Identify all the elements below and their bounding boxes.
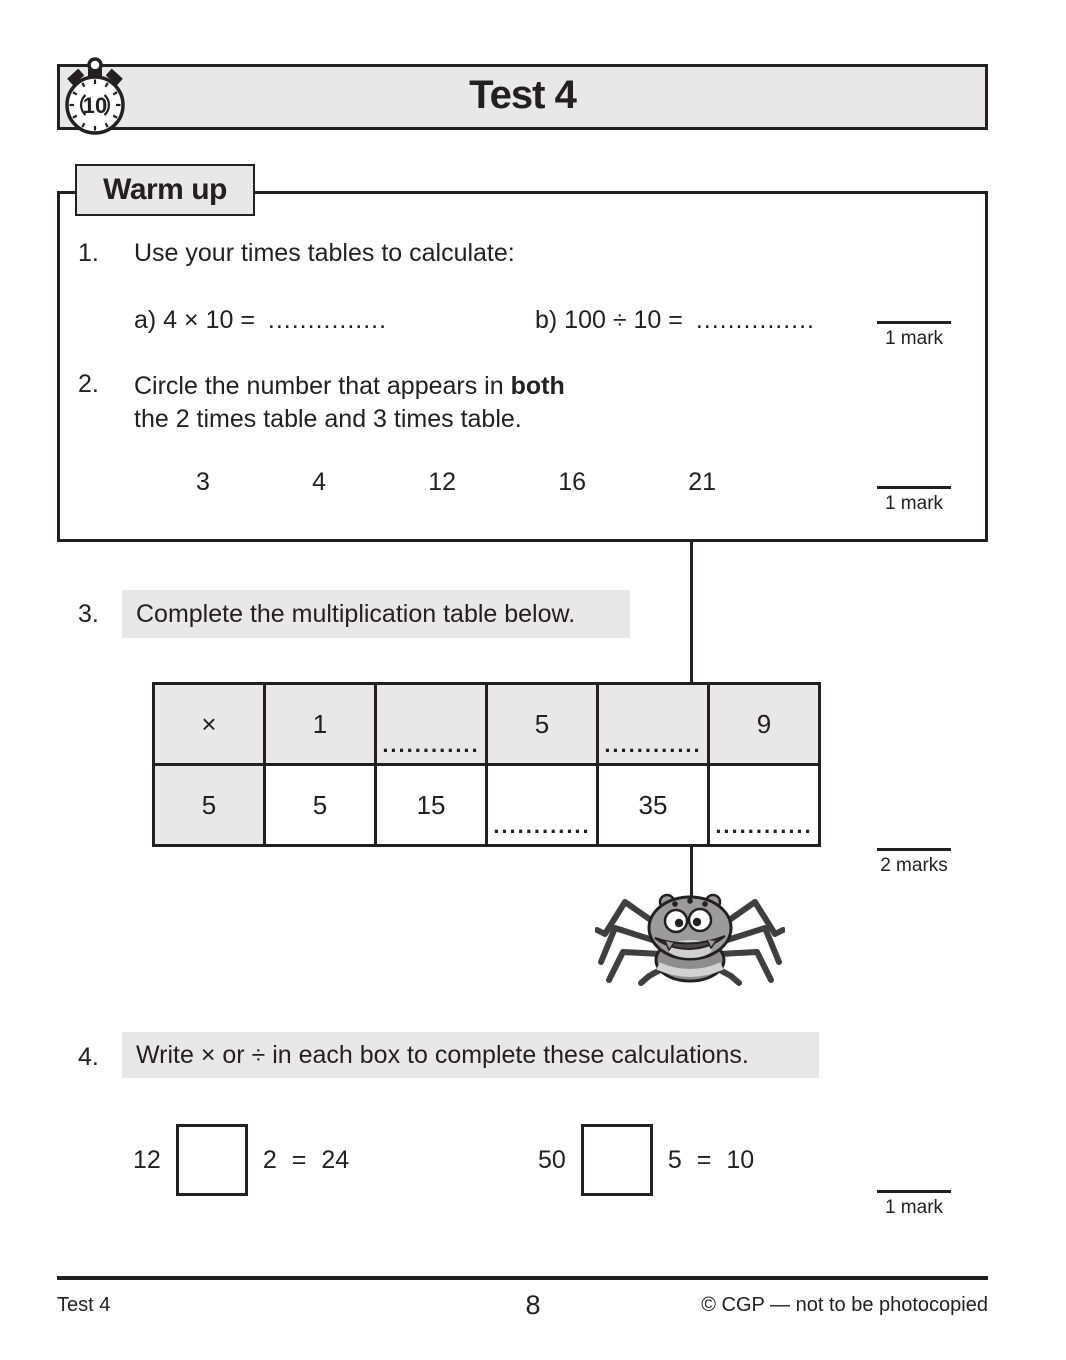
table-cell-value: 15 — [376, 765, 487, 846]
table-cell-operator: × — [154, 684, 265, 765]
q1-part-b-answer-line[interactable]: ............... — [695, 306, 815, 334]
q4-calculation-2 — [538, 1124, 754, 1196]
table-cell-header: 9 — [709, 684, 820, 765]
q1-prompt: Use your times tables to calculate: — [134, 239, 515, 267]
spider-illustration — [595, 886, 785, 986]
calc2-result: 10 — [726, 1145, 755, 1174]
q2-options-row — [196, 468, 716, 497]
q4-prompt-text: Write × or ÷ in each box to complete these calculations. — [136, 1041, 749, 1069]
footer-test-name: Test 4 — [57, 1294, 111, 1316]
q2-prompt-bold: both — [510, 372, 565, 400]
times-table-option[interactable]: 16 — [558, 468, 586, 496]
table-cell-row-label: 5 — [154, 765, 265, 846]
q3-prompt-text: Complete the multiplication table below. — [136, 600, 576, 628]
q1-number: 1. — [78, 239, 99, 267]
warmup-label: Warm up — [103, 173, 227, 206]
times-table-option[interactable]: 21 — [688, 468, 716, 496]
calc1-result: 24 — [321, 1145, 350, 1174]
q1-part-a-answer-line[interactable]: ............... — [267, 306, 388, 334]
q4-mark-allocation — [877, 1190, 951, 1219]
connector-line — [690, 541, 693, 682]
q4-number: 4. — [78, 1043, 99, 1071]
times-table-option[interactable]: 12 — [428, 468, 456, 496]
test-title: Test 4 — [469, 73, 576, 117]
table-cell-answer-blank[interactable]: ............ — [709, 765, 820, 846]
mark-label: 1 mark — [884, 328, 944, 349]
table-cell-value: 35 — [598, 765, 709, 846]
q2-prompt — [134, 370, 694, 436]
calc2-equals: = — [696, 1145, 712, 1174]
table-answer-row — [154, 765, 820, 846]
footer-rule — [57, 1276, 988, 1280]
q4-prompt — [122, 1032, 819, 1078]
calc1-operand2: 2 — [262, 1145, 277, 1174]
table-cell-value: 5 — [265, 765, 376, 846]
calc2-operand2: 5 — [667, 1145, 682, 1174]
warmup-label-box — [75, 164, 255, 216]
q3-mark-allocation — [877, 848, 951, 877]
q2-prompt-start: Circle the number that appears in — [134, 372, 511, 400]
q1-part-a-label: a) 4 × 10 = — [134, 306, 255, 334]
mark-label: 1 mark — [884, 493, 944, 514]
timer-minutes: 10 — [82, 93, 108, 118]
times-table-option[interactable]: 3 — [196, 468, 210, 496]
operator-box-2[interactable] — [581, 1124, 653, 1196]
multiplication-table — [152, 682, 821, 847]
footer-copyright: © CGP — not to be photocopied — [701, 1294, 988, 1316]
q1-part-b-label: b) 100 ÷ 10 = — [535, 306, 683, 334]
calc1-equals: = — [291, 1145, 307, 1174]
table-cell-header-blank[interactable]: ............ — [376, 684, 487, 765]
q2-prompt-line2: the 2 times table and 3 times table. — [134, 405, 522, 433]
q2-number: 2. — [78, 370, 99, 398]
operator-box-1[interactable] — [176, 1124, 248, 1196]
times-table-option[interactable]: 4 — [312, 468, 326, 496]
table-header-row — [154, 684, 820, 765]
table-cell-answer-blank[interactable]: ............ — [487, 765, 598, 846]
q4-calculation-1 — [133, 1124, 349, 1196]
q1-part-a — [134, 306, 387, 335]
calc2-operand1: 50 — [538, 1145, 566, 1174]
mark-label: 2 marks — [880, 855, 948, 876]
q1-mark-allocation — [877, 321, 951, 350]
q3-prompt — [122, 590, 630, 638]
stopwatch-icon — [58, 54, 132, 138]
mark-label: 1 mark — [884, 1197, 944, 1218]
table-cell-header: 1 — [265, 684, 376, 765]
q1-part-b — [535, 306, 815, 335]
q2-mark-allocation — [877, 486, 951, 515]
q3-number: 3. — [78, 600, 99, 628]
table-cell-header-blank[interactable]: ............ — [598, 684, 709, 765]
calc1-operand1: 12 — [133, 1145, 161, 1174]
table-cell-header: 5 — [487, 684, 598, 765]
footer-page-number: 8 — [525, 1290, 541, 1320]
